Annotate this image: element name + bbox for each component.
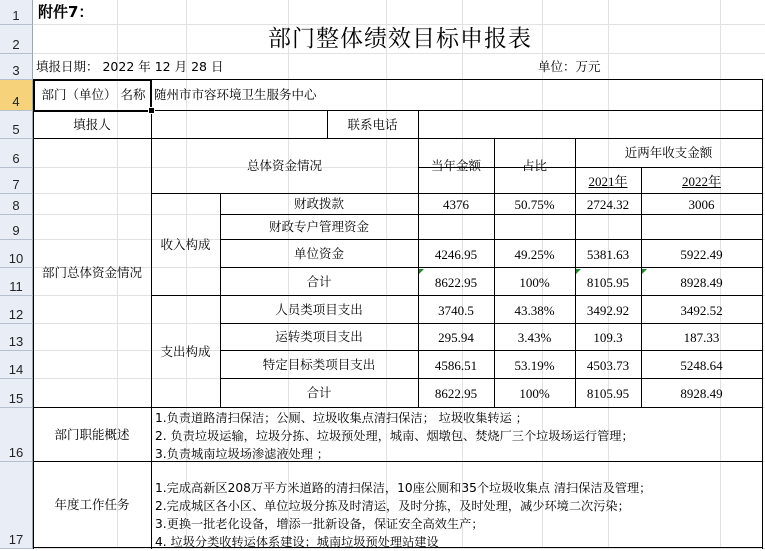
row-number[interactable]: 17 <box>0 462 33 549</box>
row-number[interactable]: 3 <box>0 54 33 80</box>
expense-2021: 3492.92 <box>586 302 630 318</box>
duties-line: 1.负责道路清扫保洁；公厕、垃圾收集点清扫保洁； 垃圾收集转运 ； <box>155 411 528 425</box>
duties-line: 3.负责城南垃圾场渗滤液处理 ； <box>155 447 329 461</box>
expense-ratio: 53.19% <box>514 357 555 373</box>
income-2022: 5922.49 <box>680 246 723 262</box>
income-2021: 5381.63 <box>586 246 630 262</box>
income-amount: 8622.95 <box>434 274 478 290</box>
table-border <box>762 80 763 549</box>
row-header-column <box>0 0 33 549</box>
phone-label: 联系电话 <box>347 116 398 132</box>
expense-amount: 8622.95 <box>434 386 478 401</box>
filler-label: 填报人 <box>73 116 111 132</box>
unit-label: 单位：万元 <box>538 58 601 74</box>
duties-label: 部门职能概述 <box>54 426 130 442</box>
row-number[interactable]: 4 <box>0 80 33 111</box>
ratio-header: 占比 <box>521 158 547 174</box>
row-number[interactable]: 5 <box>0 111 33 139</box>
recent-years-header: 近两年收支金额 <box>624 145 713 161</box>
row-number[interactable]: 11 <box>0 268 33 296</box>
funds-section-label: 部门总体资金情况 <box>41 265 142 281</box>
income-row-label: 财政拨款 <box>293 196 344 212</box>
task-line: 4. 垃圾分类收转运体系建设；城南垃圾预处理站建设 <box>155 535 439 549</box>
income-2021 <box>575 215 641 240</box>
expense-amount: 4586.51 <box>434 357 478 373</box>
row-number[interactable]: 13 <box>0 324 33 351</box>
expense-row-label: 特定目标类项目支出 <box>262 356 376 372</box>
selected-cell[interactable] <box>33 79 152 112</box>
dept-name: 随州市市容环境卫生服务中心 <box>154 87 317 103</box>
expense-row-label: 运转类项目支出 <box>275 329 363 345</box>
income-2021: 8105.95 <box>586 274 630 290</box>
income-group-label: 收入构成 <box>160 236 211 252</box>
income-2021: 2724.32 <box>586 197 630 212</box>
row-number[interactable]: 1 <box>0 0 33 25</box>
income-amount <box>418 215 494 240</box>
row-number[interactable]: 2 <box>0 25 33 54</box>
income-amount: 4246.95 <box>434 246 478 262</box>
task-line: 3.更换一批老化设备，增添一批新设备，保证安全高效生产； <box>155 517 484 531</box>
expense-2022: 8928.49 <box>680 386 723 401</box>
year-2022-header: 2022年 <box>681 173 721 189</box>
row-number[interactable]: 15 <box>0 379 33 408</box>
expense-2021: 8105.95 <box>586 386 630 401</box>
expense-row-label: 合计 <box>306 385 332 401</box>
fill-handle-icon[interactable] <box>148 107 155 114</box>
income-row-label: 财政专户管理资金 <box>268 219 369 235</box>
error-indicator-icon[interactable] <box>419 269 424 274</box>
income-2022: 3006 <box>688 197 715 212</box>
annex-label: 附件7： <box>38 3 94 21</box>
page-title: 部门整体绩效目标申报表 <box>268 26 532 52</box>
current-amount-header: 当年金额 <box>430 158 481 174</box>
expense-amount: 3740.5 <box>438 302 474 318</box>
expense-ratio: 3.43% <box>517 330 552 345</box>
income-row-label: 单位资金 <box>293 245 344 261</box>
row-number[interactable]: 10 <box>0 240 33 268</box>
expense-2022: 3492.52 <box>680 302 723 318</box>
task-line: 1.完成高新区208万平方米道路的清扫保洁，10座公厕和35个垃圾收集点 清扫保洁及管理； <box>155 481 652 495</box>
fill-date: 填报日期： 2022 年 12 月 28 日 <box>36 58 224 74</box>
duties-line: 2. 负责垃圾运输，垃圾分拣、垃圾预处理，城南、烟墩包、焚烧厂三个垃圾场运行管理； <box>155 429 634 443</box>
error-indicator-icon[interactable] <box>576 269 581 274</box>
expense-ratio: 43.38% <box>514 302 555 318</box>
income-2022: 8928.49 <box>680 274 723 290</box>
spreadsheet-area <box>33 0 765 549</box>
row-number[interactable]: 9 <box>0 215 33 240</box>
row-number[interactable]: 14 <box>0 351 33 379</box>
task-line: 2.完成城区各小区、单位垃圾分拣及时清运，及时分拣，及时处理，减少环境二次污染； <box>155 499 630 513</box>
expense-row-label: 人员类项目支出 <box>275 301 363 317</box>
error-indicator-icon[interactable] <box>642 269 647 274</box>
income-ratio: 49.25% <box>514 246 555 262</box>
year-2021-header: 2021年 <box>588 173 628 189</box>
income-amount: 4376 <box>443 197 469 212</box>
expense-2021: 4503.73 <box>586 357 630 373</box>
row-number[interactable]: 16 <box>0 408 33 462</box>
income-row-label: 合计 <box>306 273 332 289</box>
expense-2022: 5248.64 <box>680 357 723 373</box>
dept-label: 部门（单位） 名称 <box>41 87 146 103</box>
expense-2021: 109.3 <box>593 330 623 345</box>
income-ratio <box>494 215 575 240</box>
table-border <box>418 111 419 139</box>
tasks-label: 年度工作任务 <box>54 497 130 513</box>
row-number[interactable]: 8 <box>0 194 33 215</box>
row-number[interactable]: 6 <box>0 139 33 168</box>
income-ratio: 50.75% <box>514 197 555 212</box>
income-ratio: 100% <box>519 274 550 290</box>
expense-ratio: 100% <box>519 386 550 401</box>
row-number[interactable]: 7 <box>0 168 33 194</box>
expense-2022: 187.33 <box>683 330 720 345</box>
row-number[interactable]: 12 <box>0 296 33 324</box>
expense-amount: 295.94 <box>438 330 474 345</box>
expense-group-label: 支出构成 <box>160 343 211 359</box>
income-2022 <box>641 215 762 240</box>
overall-funds-header: 总体资金情况 <box>246 158 322 174</box>
